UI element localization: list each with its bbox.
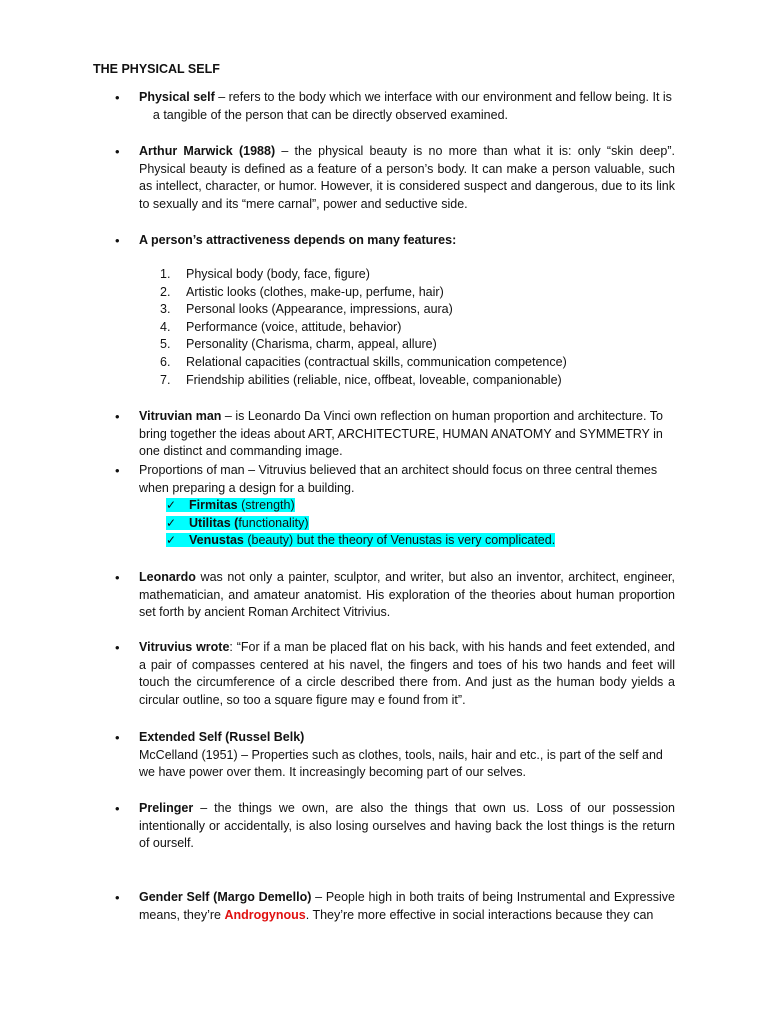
paragraph-attractiveness [139, 232, 675, 250]
bullet-icon: • [115, 409, 120, 424]
bullet-icon: • [115, 463, 120, 478]
paragraph-physical-self [139, 89, 675, 124]
page-title: THE PHYSICAL SELF [93, 62, 220, 76]
list-item: 6. Relational capacities (contractual skills, communication competence) [160, 354, 567, 369]
body-text: – is Leonardo Da Vinci own reflection on human proportion and architecture. To bring together the ideas about ART, ARCHITECTURE, HUMAN ANATOMY and SYMMETRY in one distinct and commanding image. [139, 409, 663, 459]
body-text: – refers to the body which we interface with our environment and fellow being. It is [214, 90, 672, 104]
body-text: – the things we own, are also the things that own us. Loss of our possession intentionally or accidentally, is also losing ourselves and having back the lost things is the return of ourself. [139, 801, 675, 851]
paragraph-vitruvian-man [139, 408, 675, 461]
list-item: 1. Physical body (body, face, figure) [160, 267, 370, 281]
list-item: 2. Artistic looks (clothes, make-up, perfume, hair) [160, 284, 444, 299]
paragraph-proportions: Proportions of man – Vitruvius believed that an architect should focus on three central themes when preparing a design for a building. [139, 463, 658, 495]
term: A person’s attractiveness depends on many features: [139, 233, 457, 247]
bullet-icon: • [115, 90, 120, 105]
term: Vitruvian man [139, 409, 222, 423]
paragraph-extended-self [139, 729, 675, 782]
list-item: 5. Personality (Charisma, charm, appeal, allure) [160, 337, 437, 352]
body-text: . They’re more effective in social interactions because they can [305, 907, 654, 922]
list-item: 4. Performance (voice, attitude, behavior) [160, 319, 402, 334]
highlight-term: Androgynous [224, 907, 306, 922]
body-text: a tangible of the person that can be directly observed examined. [152, 107, 508, 122]
term: Extended Self (Russel Belk) [139, 730, 305, 744]
term: Vitruvius wrote [139, 640, 230, 654]
body-text: – the physical beauty is no more than what it is: only “skin deep”. Physical beauty is defined as a feature of a person’s body. It can make a person valuable, such as intellect, character, or humor. However, it is considered suspect and dangerous, due to its link to sexually and its “mere carnal”, power and seductive side. [139, 144, 675, 211]
body-text: – People high in both traits of being Instrumental and Expressive means, they’re [139, 890, 675, 922]
check-icon: ✓ [166, 533, 177, 548]
bullet-icon: • [115, 730, 120, 745]
bullet-icon: • [115, 801, 120, 816]
term: Gender Self (Margo Demello) [139, 890, 312, 904]
checklist-item: ✓ Firmitas (strength) [166, 497, 555, 515]
features-list [160, 266, 567, 389]
term: Leonardo [139, 570, 196, 584]
paragraph-gender-self [139, 889, 675, 924]
checklist-item: ✓ Venustas (beauty) but the theory of Venustas is very complicated. [166, 532, 555, 550]
bullet-icon: • [115, 570, 120, 585]
body-text: was not only a painter, sculptor, and writer, but also an inventor, architect, engineer, mathematician, and amateur anatomist. His exploration of the theories about human proportion set forth by ancient Roman Architect Vitrivius. [139, 570, 675, 620]
list-item: 3. Personal looks (Appearance, impressions, aura) [160, 302, 453, 317]
check-icon: ✓ [166, 498, 177, 512]
body-text: McCelland (1951) – Properties such as clothes, tools, nails, hair and etc., is part of the self and we have power over them. It increasingly becoming part of our selves. [139, 747, 663, 780]
themes-checklist [166, 497, 555, 550]
body-text: : “For if a man be placed flat on his back, with his hands and feet extended, and a pair of compasses centered at his navel, the fingers and toes of his two hands and feet will touch the circumference of a circle described there from. And just as the human body yields a circular outline, so too a square figure may e found from it”. [139, 640, 675, 707]
checklist-item: ✓ Utilitas (functionality) [166, 515, 555, 533]
paragraph-vitruvius-wrote [139, 639, 675, 709]
term: Physical self [139, 90, 215, 104]
check-icon: ✓ [166, 515, 177, 530]
paragraph-prelinger [139, 800, 675, 853]
term: Prelinger [139, 801, 194, 815]
bullet-icon: • [115, 640, 120, 655]
bullet-icon: • [115, 233, 120, 248]
paragraph-leonardo [139, 569, 675, 622]
list-item: 7. Friendship abilities (reliable, nice, offbeat, loveable, companionable) [160, 372, 562, 387]
bullet-icon: • [115, 890, 120, 905]
bullet-icon: • [115, 144, 120, 159]
paragraph-arthur-marwick [139, 143, 675, 213]
term: Arthur Marwick (1988) [139, 144, 276, 158]
